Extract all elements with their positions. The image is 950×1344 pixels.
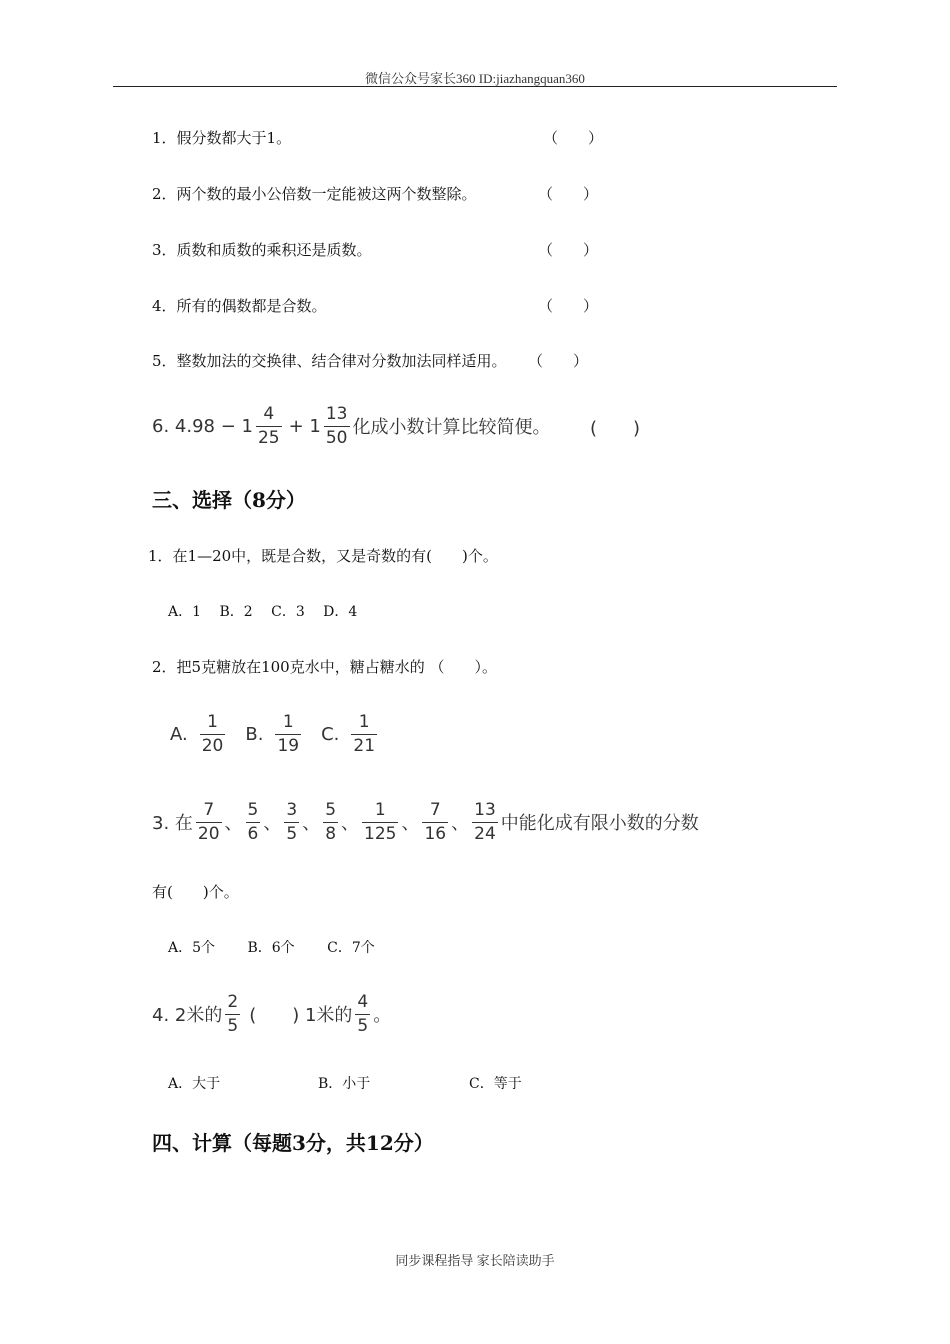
choice-question-4 (152, 991, 391, 1037)
numerator: 2 (227, 991, 239, 1012)
denominator: 21 (353, 735, 376, 756)
page-header: 微信公众号家长360 ID:jiazhangquan360 (365, 71, 585, 86)
fraction-1-19 (275, 711, 301, 756)
fraction-1-20 (200, 711, 226, 756)
denominator: 125 (364, 823, 397, 844)
separator: 、 (302, 813, 321, 834)
numerator: 4 (357, 991, 369, 1012)
page-footer: 同步课程指导 家长陪读助手 (395, 1253, 555, 1268)
denominator: 5 (286, 823, 298, 844)
judge-6-suffix: 化成小数计算比较简便。 (352, 417, 551, 438)
fraction-13-50 (324, 403, 350, 448)
judge-answer-paren-2: （ ） (538, 185, 599, 203)
numerator: 1 (207, 711, 218, 732)
judge-answer-paren-6: ( ) (590, 418, 641, 439)
judge-answer-paren-5: （ ） (528, 352, 589, 370)
choice-question-1: 1．在1—20中，既是合数，又是奇数的有( )个。 (148, 547, 498, 565)
judge-item-4: 4．所有的偶数都是合数。 (152, 297, 327, 315)
separator: 、 (451, 813, 470, 834)
numerator: 4 (263, 403, 275, 424)
choice-3-prefix: 3. 在 (152, 813, 193, 834)
choice-4-prefix: 4. 2米的 (152, 1005, 223, 1026)
judge-answer-paren-3: （ ） (538, 241, 599, 259)
fraction-5-6 (246, 799, 261, 844)
denominator: 8 (325, 823, 337, 844)
numerator: 5 (247, 799, 259, 820)
judge-item-1: 1．假分数都大于1。 (152, 129, 292, 147)
separator: 、 (224, 813, 243, 834)
denominator: 20 (201, 735, 224, 756)
judge-answer-paren-1: （ ） (543, 129, 604, 147)
fraction-4-25 (256, 403, 282, 448)
section-3-heading: 三、选择（8分） (152, 488, 306, 512)
choice-question-2: 2．把5克糖放在100克水中，糖占糖水的 （ ）。 (152, 658, 497, 676)
judge-item-3: 3．质数和质数的乘积还是质数。 (152, 241, 372, 259)
numerator: 13 (325, 403, 348, 424)
choice-3-line-2: 有( )个。 (152, 883, 239, 901)
choice-3-options: A．5个 B．6个 C．7个 (168, 940, 375, 956)
numerator: 3 (286, 799, 298, 820)
fraction-3-5 (284, 799, 299, 844)
fraction-7-16 (422, 799, 448, 844)
denominator: 16 (424, 823, 447, 844)
numerator: 1 (282, 711, 294, 732)
separator: 、 (263, 813, 282, 834)
judge-item-6 (152, 403, 551, 449)
numerator: 7 (429, 799, 441, 820)
denominator: 24 (474, 823, 496, 844)
judge-item-5: 5．整数加法的交换律、结合律对分数加法同样适用。 (152, 352, 507, 370)
denominator: 6 (247, 823, 259, 844)
numerator: 7 (203, 799, 215, 820)
denominator: 5 (227, 1015, 239, 1036)
denominator: 25 (257, 427, 280, 448)
separator: 、 (401, 813, 420, 834)
denominator: 20 (197, 823, 220, 844)
section-4-heading: 四、计算（每题3分，共12分） (152, 1131, 434, 1155)
numerator: 1 (358, 711, 370, 732)
denominator: 50 (325, 427, 348, 448)
choice-1-options: A．1 B．2 C．3 D．4 (168, 604, 358, 620)
numerator: 1 (374, 799, 386, 820)
option-b-label: B. (245, 723, 264, 745)
choice-3-suffix: 中能化成有限小数的分数 (500, 813, 699, 834)
fraction-13-24 (472, 799, 498, 844)
fraction-5-8 (323, 799, 338, 844)
choice-4-option-b: B．小于 (318, 1076, 371, 1092)
choice-4-suffix: 。 (373, 1005, 392, 1026)
numerator: 5 (325, 799, 337, 820)
fraction-1-21 (351, 711, 377, 756)
fraction-4-5 (355, 991, 370, 1036)
option-a-label: A. (170, 723, 188, 745)
fraction-2-5 (225, 991, 240, 1036)
choice-4-middle: ( ) 1米的 (249, 1005, 353, 1026)
choice-2-options (170, 711, 377, 757)
denominator: 19 (277, 735, 300, 756)
denominator: 5 (357, 1015, 369, 1036)
fraction-1-125 (362, 799, 398, 844)
judge-answer-paren-4: （ ） (538, 297, 599, 315)
option-c-label: C. (321, 723, 340, 745)
numerator: 13 (474, 799, 496, 820)
choice-question-3 (152, 799, 699, 845)
judge-item-2: 2．两个数的最小公倍数一定能被这两个数整除。 (152, 185, 477, 203)
separator: 、 (341, 813, 360, 834)
judge-6-prefix: 6. 4.98 − 1 (152, 415, 253, 437)
header-divider (113, 86, 837, 87)
judge-6-plus: + 1 (288, 415, 321, 437)
choice-4-option-a: A．大于 (168, 1076, 221, 1092)
choice-4-option-c: C．等于 (469, 1076, 522, 1092)
fraction-7-20 (196, 799, 222, 844)
